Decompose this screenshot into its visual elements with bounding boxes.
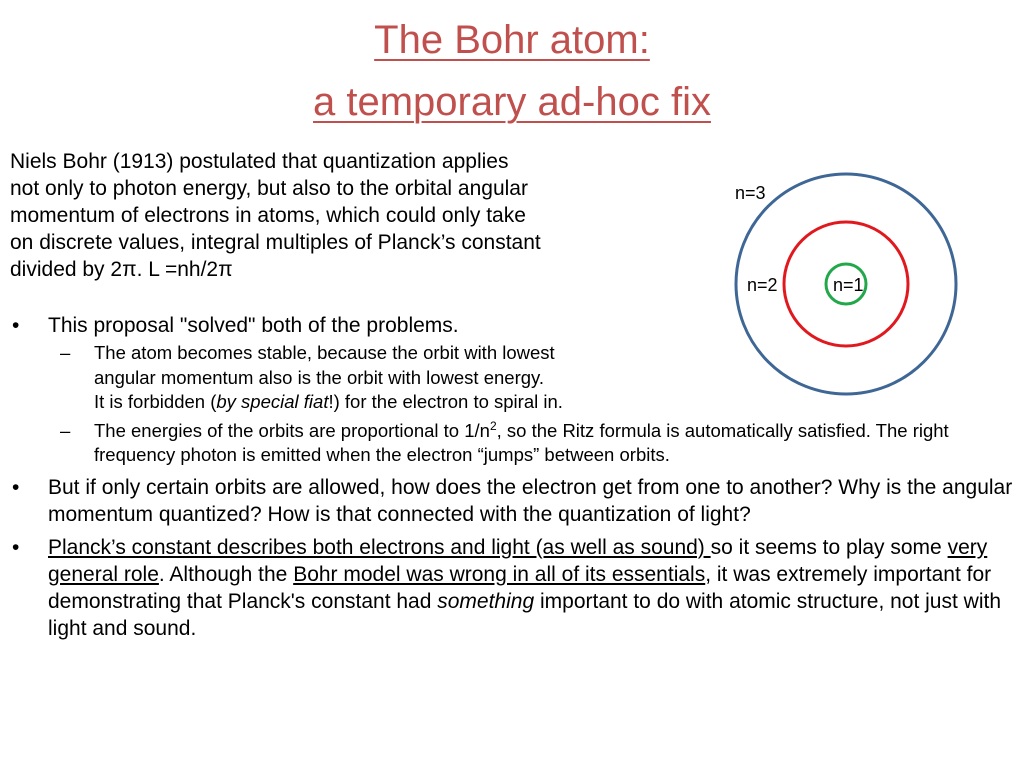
italic-text: by special fiat	[216, 391, 329, 412]
sub-bullet-line: The atom becomes stable, because the orbit with lowest	[94, 342, 555, 363]
bullet-text: This proposal "solved" both of the problems.	[48, 314, 459, 337]
bullet-list	[10, 312, 1020, 642]
sub-bullet-item	[10, 419, 1020, 468]
bullet-text: so it seems to play some	[710, 535, 948, 559]
bullet-text: , it was extremely important for demonstrating that Planck's constant had	[48, 562, 992, 613]
sub-bullet-line	[94, 390, 1020, 415]
bullet-marker: •	[12, 314, 20, 337]
bullet-marker: •	[12, 475, 20, 499]
bullet-text: But if only certain orbits are allowed, how does the electron get from one to another? Why is the angular momentum quantized? How is that connected with the quantization of light?	[48, 475, 1013, 526]
orbit-n3-label: n=3	[735, 183, 766, 203]
underlined-text: Planck’s constant describes both electrons and light (as well as sound)	[48, 535, 711, 559]
italic-text: something	[437, 589, 535, 613]
bullet-marker: •	[12, 535, 20, 559]
sub-bullet-text: !) for the electron to spiral in.	[328, 391, 563, 412]
underlined-text: very general role	[48, 535, 988, 586]
bullet-text: . Although the	[158, 562, 294, 586]
sub-bullet-marker: –	[60, 342, 71, 363]
bullet-item	[10, 312, 1020, 339]
intro-line: momentum of electrons in atoms, which could only take	[10, 204, 526, 227]
bullet-item	[10, 474, 1020, 528]
title-line-2: a temporary ad-hoc fix	[313, 80, 711, 124]
sub-bullet-marker: –	[60, 419, 71, 441]
bullet-item	[10, 534, 1020, 642]
orbit-n2-label: n=2	[747, 275, 778, 295]
intro-line: divided by 2π. L =nh/2π	[10, 258, 233, 281]
intro-paragraph	[10, 148, 680, 283]
underlined-text: Bohr model was wrong in all of its essentials	[293, 562, 706, 586]
orbit-n1-label: n=1	[833, 275, 864, 295]
superscript: 2	[489, 418, 497, 433]
sub-bullet-text: The energies of the orbits are proportional to 1/n	[94, 419, 490, 441]
title-line-1: The Bohr atom:	[374, 18, 650, 62]
sub-bullet-item	[10, 341, 1020, 415]
sub-bullet-text: , so the Ritz formula is automatically satisfied. The right frequency photon is emitted when the electron “jumps” between orbits.	[94, 419, 949, 465]
intro-line: not only to photon energy, but also to the orbital angular	[10, 177, 528, 200]
intro-line: on discrete values, integral multiples of Planck’s constant	[10, 231, 541, 254]
sub-bullet-line: angular momentum also is the orbit with lowest energy.	[94, 366, 545, 388]
sub-bullet-text: It is forbidden (	[94, 391, 217, 412]
bullet-text: important to do with atomic structure, not just with light and sound.	[48, 589, 1002, 640]
intro-line: Niels Bohr (1913) postulated that quantization applies	[10, 150, 509, 173]
